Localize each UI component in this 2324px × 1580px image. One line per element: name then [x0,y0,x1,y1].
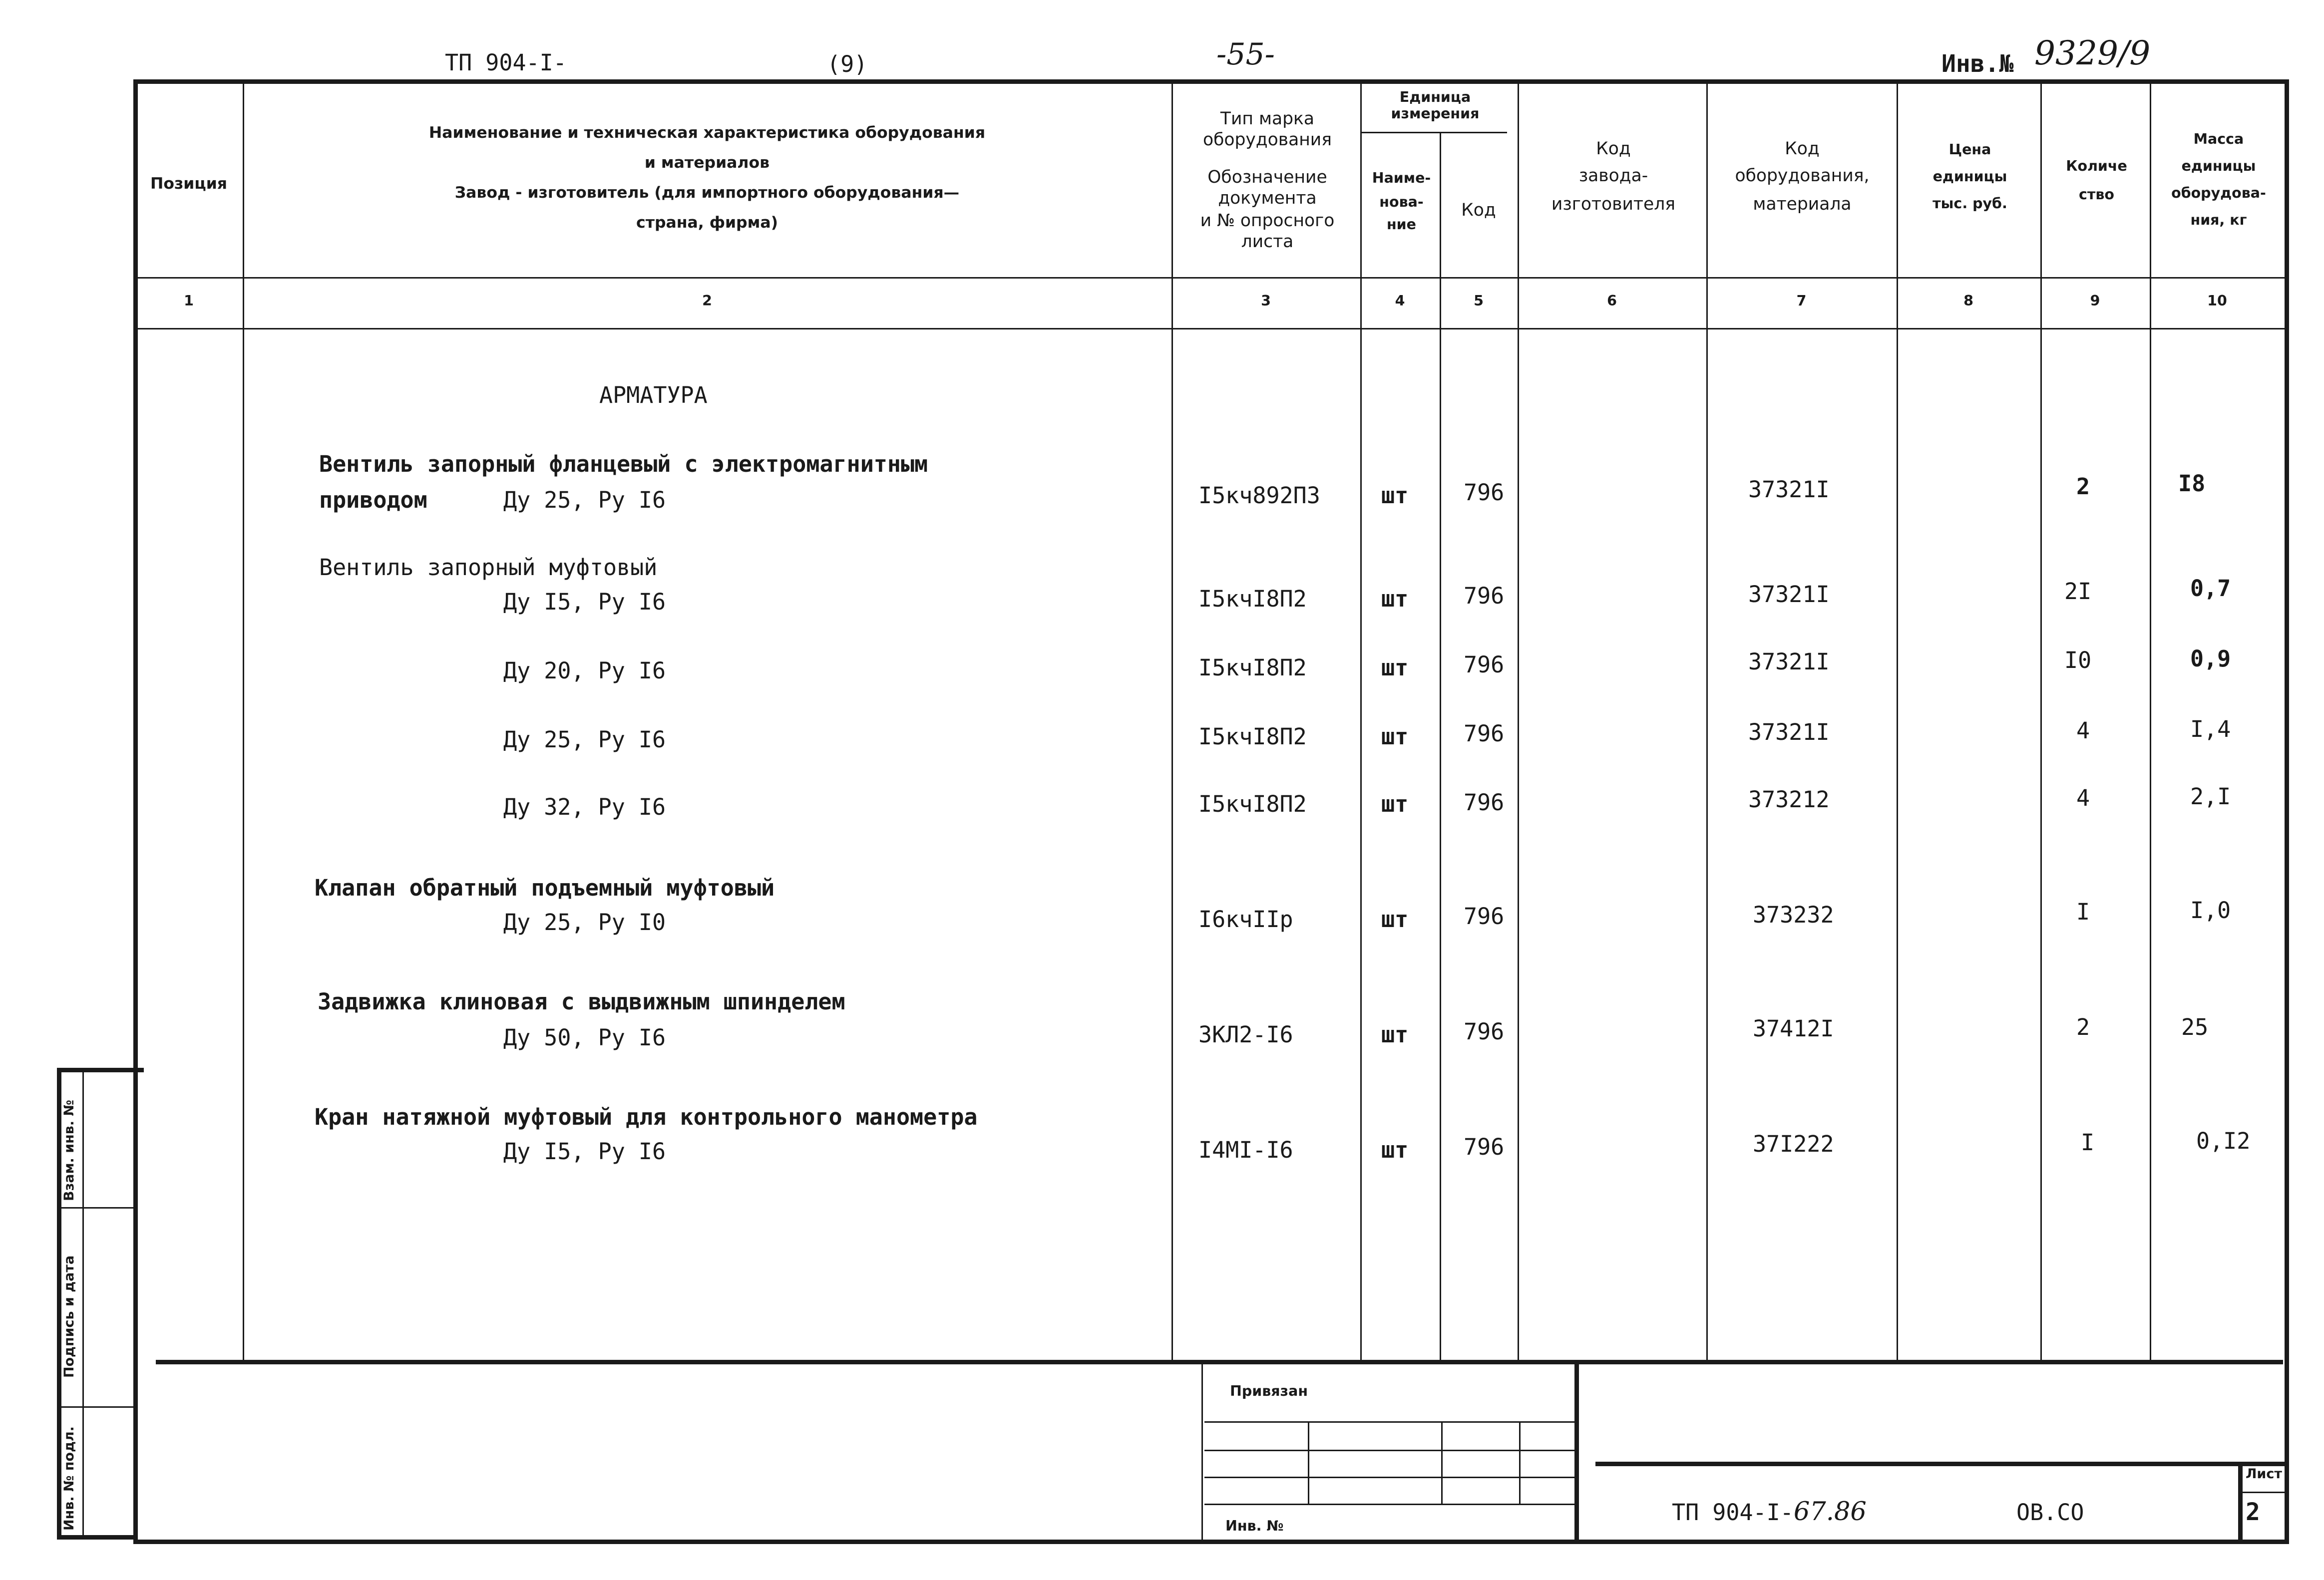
header-position: Позиция [150,175,228,193]
header-factory-code: Код завода- изготовителя [1551,138,1676,214]
row8-spec: Ду I5, Ру I6 [503,1138,666,1165]
page-number: -55- [1216,36,1275,72]
row4-unit-code: 796 [1464,720,1505,747]
side-box-top [57,1068,144,1072]
row8-mass: 0,I2 [2196,1128,2251,1155]
frame-bottom [133,1540,2289,1544]
row6-unit: шт [1381,906,1409,933]
side-inv-podl: Инв. № подл. [63,1426,78,1531]
title-mark: ОВ.СО [2016,1499,2084,1526]
row3-unit: шт [1381,654,1409,681]
col-divider-1 [243,79,245,1361]
sheet-number: 2 [2246,1498,2260,1526]
row3-equipment-code: 37321I [1748,648,1830,675]
row4-type: I5кчI8П2 [1198,723,1307,750]
colnum-bottom-line [135,328,2286,330]
row8-type: I4МI-I6 [1198,1137,1293,1164]
row5-type: I5кчI8П2 [1198,791,1307,818]
row4-spec: Ду 25, Ру I6 [503,726,666,753]
stamp-vline-1 [1308,1421,1310,1504]
row3-mass: 0,9 [2190,645,2231,672]
stamp-vline-3 [1519,1421,1521,1504]
side-box-bottom [57,1535,135,1539]
row6-equipment-code: 373232 [1753,902,1834,929]
stamp-inv-no: Инв. № [1225,1519,1284,1535]
colnum-1: 1 [184,294,194,310]
colnum-5: 5 [1474,294,1484,310]
side-vzam: Взам. инв. № [63,1099,78,1201]
row2-equipment-code: 37321I [1748,581,1830,608]
colnum-6: 6 [1607,294,1617,310]
stamp-line-4 [1204,1504,1574,1506]
row2-type: I5кчI8П2 [1198,586,1307,613]
colnum-10: 10 [2207,294,2227,310]
row1-name-line2: приводом [319,487,427,514]
title-block-line [1595,1462,2286,1466]
row2-mass: 0,7 [2190,575,2231,602]
row3-spec: Ду 20, Ру I6 [503,657,666,684]
col-divider-8 [2040,79,2042,1361]
header-mass: Масса единицы оборудова- ния, кг [2171,132,2266,230]
header-unit-code: Код [1461,199,1496,220]
row6-name: Клапан обратный подъемный муфтовый [315,875,775,902]
stamp-privyazan: Привязан [1230,1384,1308,1400]
header-bottom-line [135,277,2286,279]
side-box-sep-2 [57,1406,135,1408]
stamp-divider-main [1574,1360,1578,1540]
row7-equipment-code: 37412I [1753,1015,1834,1042]
col-divider-5 [1518,79,1520,1361]
row1-name-line1: Вентиль запорный фланцевый с электромагнитным [319,451,928,478]
row7-type: 3КЛ2-I6 [1198,1021,1293,1048]
colnum-3: 3 [1261,294,1271,310]
title-doc-handwritten: 67.86 [1793,1498,1867,1528]
colnum-4: 4 [1395,294,1405,310]
side-box-left [57,1068,61,1538]
header-name: Наименование и техническая характеристика оборудования и материалов Завод - изготовитель (для импортного оборудования— страна, фирма) [428,124,986,232]
table-bottom-line [156,1360,2283,1364]
colnum-8: 8 [1963,294,1973,310]
row4-unit: шт [1381,723,1409,750]
col-divider-4 [1440,132,1442,1361]
row2-unit-code: 796 [1464,583,1505,610]
row2-quantity: 2I [2064,578,2092,605]
col-divider-2 [1171,79,1173,1361]
row6-spec: Ду 25, Ру I0 [503,909,666,936]
row4-quantity: 4 [2076,717,2090,744]
row2-unit: шт [1381,586,1409,613]
row2-spec: Ду I5, Ру I6 [503,589,666,616]
stamp-divider-left [1201,1360,1203,1540]
row1-quantity: 2 [2076,473,2090,500]
header-price: Цена единицы тыс. руб. [1933,142,2007,213]
inv-label: Инв.№ [1941,49,2014,78]
title-doc-code: ТП 904-I-67.86 [1672,1498,1867,1528]
col-divider-9 [2150,79,2152,1361]
row6-type: I6кчIIр [1198,906,1293,933]
row7-quantity: 2 [2076,1014,2090,1041]
stamp-vline-2 [1441,1421,1443,1504]
side-box-sep-1 [57,1207,135,1209]
col-divider-6 [1706,79,1708,1361]
row5-equipment-code: 373212 [1748,786,1830,813]
row8-name: Кран натяжной муфтовый для контрольного манометра [315,1104,978,1131]
row4-equipment-code: 37321I [1748,719,1830,746]
row5-spec: Ду 32, Ру I6 [503,794,666,821]
row1-equipment-code: 37321I [1748,476,1830,503]
row1-mass: I8 [2178,470,2206,497]
row3-quantity: I0 [2064,647,2092,674]
row3-type: I5кчI8П2 [1198,654,1307,681]
row5-quantity: 4 [2076,785,2090,812]
row5-unit: шт [1381,791,1409,818]
colnum-2: 2 [702,294,712,310]
row1-type: I5кч892П3 [1198,482,1320,509]
row5-unit-code: 796 [1464,789,1505,816]
row8-unit: шт [1381,1137,1409,1164]
unit-divider [1360,132,1507,134]
row6-unit-code: 796 [1464,903,1505,930]
row8-unit-code: 796 [1464,1134,1505,1161]
row5-mass: 2,I [2190,783,2231,810]
frame-right [2285,79,2289,1543]
row6-mass: I,0 [2190,897,2231,924]
header-unit: Единица измерения [1391,90,1480,123]
header-equipment-code: Код оборудования, материала [1735,138,1870,214]
side-box-inner [82,1068,84,1535]
row3-unit-code: 796 [1464,651,1505,678]
col-divider-3 [1360,79,1362,1361]
row8-equipment-code: 37I222 [1753,1131,1834,1158]
col-divider-7 [1897,79,1899,1361]
row7-unit-code: 796 [1464,1018,1505,1045]
row7-unit: шт [1381,1021,1409,1048]
colnum-7: 7 [1796,294,1807,310]
sheet-box-line [2238,1492,2286,1494]
row7-mass: 25 [2181,1014,2209,1041]
row7-name: Задвижка клиновая с выдвижным шпинделем [318,988,845,1015]
row1-unit: шт [1381,482,1409,509]
inv-number: 9329/9 [2034,36,2151,73]
sheet-label: Лист [2246,1468,2283,1483]
frame-top [135,79,2286,83]
sheet-box-divider [2238,1462,2242,1543]
header-quantity: Количе ство [2066,159,2127,204]
row7-spec: Ду 50, Ру I6 [503,1024,666,1051]
side-podpis: Подпись и дата [63,1255,78,1378]
row4-mass: I,4 [2190,716,2231,743]
row2-name: Вентиль запорный муфтовый [319,554,658,581]
header-type: Тип марка оборудования Обозначение документа и № опросного листа [1200,108,1335,252]
header-unit-name: Наиме- нова- ние [1372,171,1431,235]
colnum-9: 9 [2090,294,2100,310]
row1-unit-code: 796 [1464,479,1505,506]
doc-code-top: ТП 904-I- [445,49,567,76]
row6-quantity: I [2076,899,2090,926]
part-number: (9) [827,51,868,78]
row8-quantity: I [2081,1129,2095,1156]
row1-spec: Ду 25, Ру I6 [503,487,666,514]
section-title: АРМАТУРА [599,382,708,409]
